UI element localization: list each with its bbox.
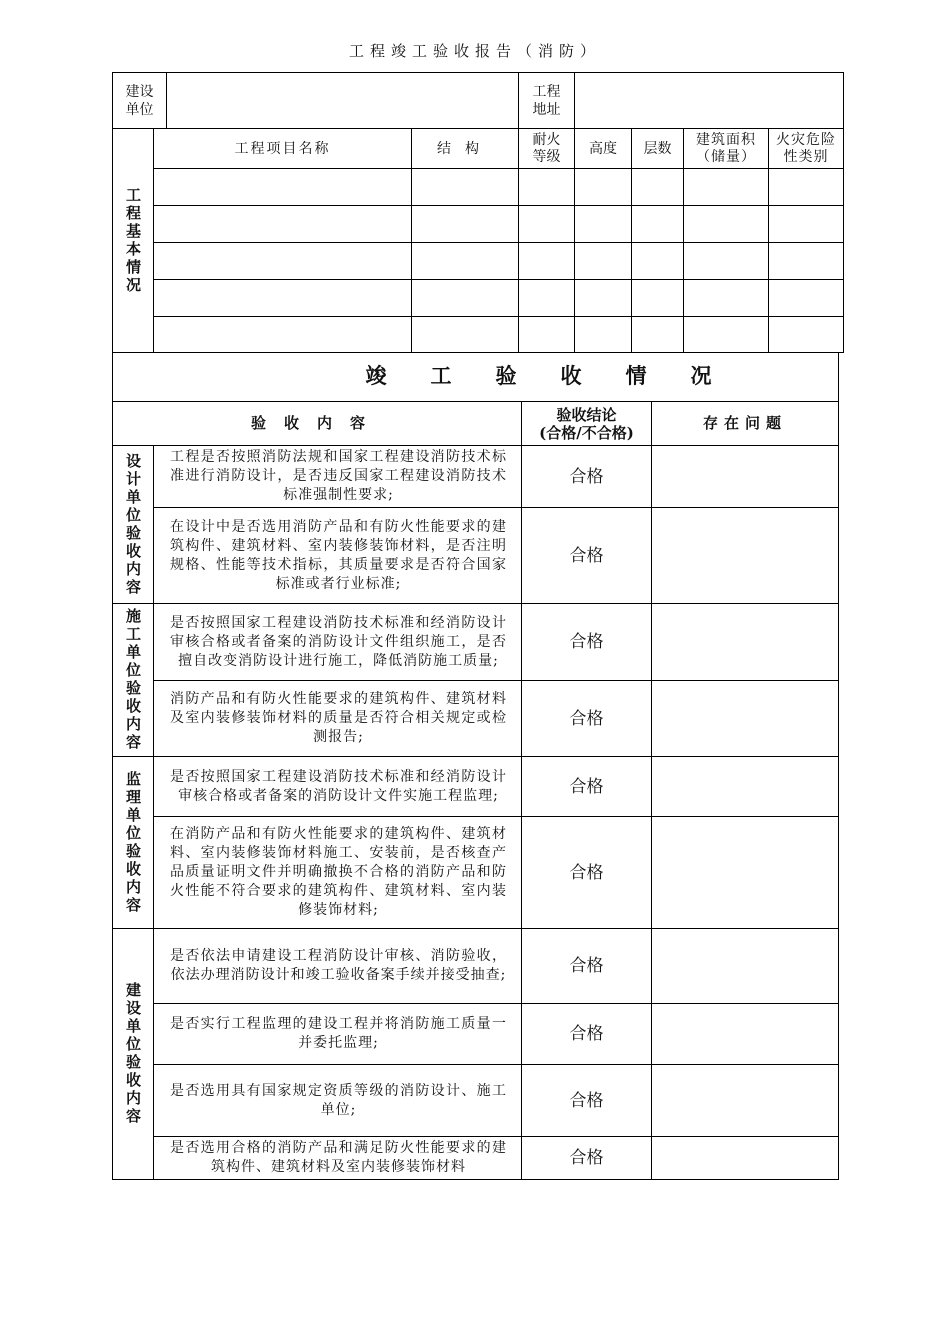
item-text: 是否选用具有国家规定资质等级的消防设计、施工单位;: [154, 1065, 522, 1137]
acceptance-row: [113, 757, 839, 817]
acceptance-row: [113, 681, 839, 757]
item-result[interactable]: 合格: [522, 681, 652, 757]
acceptance-title-cell: [113, 353, 839, 402]
header-conclusion: 验收结论 (合格/不合格): [522, 402, 652, 446]
document-title: 工程竣工验收报告（消防）: [348, 42, 601, 60]
item-text: 在消防产品和有防火性能要求的建筑构件、建筑材料、室内装修装饰材料施工、安装前，是否核查产品质量证明文件并明确撤换不合格的消防产品和防火性能不符合要求的建筑构件、建筑材料、室内装修装饰材料;: [154, 817, 522, 929]
col-height: 高度: [575, 129, 632, 169]
item-issues[interactable]: [652, 604, 839, 681]
basic-info-row: [113, 243, 844, 280]
acceptance-row: [113, 1004, 839, 1065]
item-issues[interactable]: [652, 1137, 839, 1180]
item-result[interactable]: 合格: [522, 508, 652, 604]
acceptance-table: [112, 352, 839, 1180]
acceptance-row: [113, 604, 839, 681]
col-fire-rating: 耐火等级: [519, 129, 575, 169]
header-content: 验收内容: [113, 402, 522, 446]
section-label-builder: 建设单位验收内容: [113, 929, 154, 1180]
address-label: 工程地址: [532, 83, 561, 118]
basic-info-side-label: 工程基本情况: [124, 186, 142, 295]
item-result[interactable]: 合格: [522, 1137, 652, 1180]
col-floors: 层数: [632, 129, 684, 169]
item-result[interactable]: 合格: [522, 1004, 652, 1065]
section-label-design: 设计单位验收内容: [113, 446, 154, 604]
section-label-construction: 施工单位验收内容: [113, 604, 154, 757]
builder-value[interactable]: [167, 73, 519, 129]
acceptance-row: [113, 817, 839, 929]
item-result[interactable]: 合格: [522, 929, 652, 1004]
address-label-cell: [519, 73, 575, 129]
item-text: 是否按照国家工程建设消防技术标准和经消防设计审核合格或者备案的消防设计文件实施工程监理;: [154, 757, 522, 817]
item-result[interactable]: 合格: [522, 1065, 652, 1137]
item-text: 是否实行工程监理的建设工程并将消防施工质量一并委托监理;: [154, 1004, 522, 1065]
acceptance-title: 竣工验收情况: [365, 362, 756, 388]
basic-info-row: [113, 317, 844, 353]
item-issues[interactable]: [652, 817, 839, 929]
address-value[interactable]: [575, 73, 844, 129]
item-text: 是否依法申请建设工程消防设计审核、消防验收，依法办理消防设计和竣工验收备案手续并接受抽查;: [154, 929, 522, 1004]
item-text: 工程是否按照消防法规和国家工程建设消防技术标准进行消防设计，是否违反国家工程建设消防技术标准强制性要求;: [154, 446, 522, 508]
acceptance-row: [113, 446, 839, 508]
item-issues[interactable]: [652, 681, 839, 757]
basic-info-side-label-cell: [113, 129, 154, 353]
col-building-area: 建筑面积（储量）: [684, 129, 769, 169]
item-issues[interactable]: [652, 446, 839, 508]
builder-label: 建设单位: [125, 83, 154, 118]
col-project-name: 工程项目名称: [154, 129, 412, 169]
item-text: 是否按照国家工程建设消防技术标准和经消防设计审核合格或者备案的消防设计文件组织施工，是否擅自改变消防设计进行施工，降低消防施工质量;: [154, 604, 522, 681]
item-text: 在设计中是否选用消防产品和有防火性能要求的建筑构件、建筑材料、室内装修装饰材料，是否注明规格、性能等技术指标，其质量要求是否符合国家标准或者行业标准;: [154, 508, 522, 604]
acceptance-row: [113, 508, 839, 604]
acceptance-row: [113, 1065, 839, 1137]
col-fire-hazard-class: 火灾危险性类别: [769, 129, 844, 169]
basic-info-table: [112, 72, 844, 353]
item-text: 消防产品和有防火性能要求的建筑构件、建筑材料及室内装修装饰材料的质量是否符合相关规定或检测报告;: [154, 681, 522, 757]
item-issues[interactable]: [652, 1004, 839, 1065]
col-structure: 结构: [412, 129, 519, 169]
item-issues[interactable]: [652, 508, 839, 604]
item-result[interactable]: 合格: [522, 604, 652, 681]
item-issues[interactable]: [652, 1065, 839, 1137]
item-text: 是否选用合格的消防产品和满足防火性能要求的建筑构件、建筑材料及室内装修装饰材料: [154, 1137, 522, 1180]
item-issues[interactable]: [652, 929, 839, 1004]
item-result[interactable]: 合格: [522, 446, 652, 508]
acceptance-row: [113, 929, 839, 1004]
builder-label-cell: [113, 73, 167, 129]
item-issues[interactable]: [652, 757, 839, 817]
section-label-supervision: 监理单位验收内容: [113, 757, 154, 929]
header-issues: 存在问题: [652, 402, 839, 446]
item-result[interactable]: 合格: [522, 757, 652, 817]
item-result[interactable]: 合格: [522, 817, 652, 929]
basic-info-row: [113, 280, 844, 317]
basic-info-row: [113, 169, 844, 206]
basic-info-row: [113, 206, 844, 243]
acceptance-row: [113, 1137, 839, 1180]
